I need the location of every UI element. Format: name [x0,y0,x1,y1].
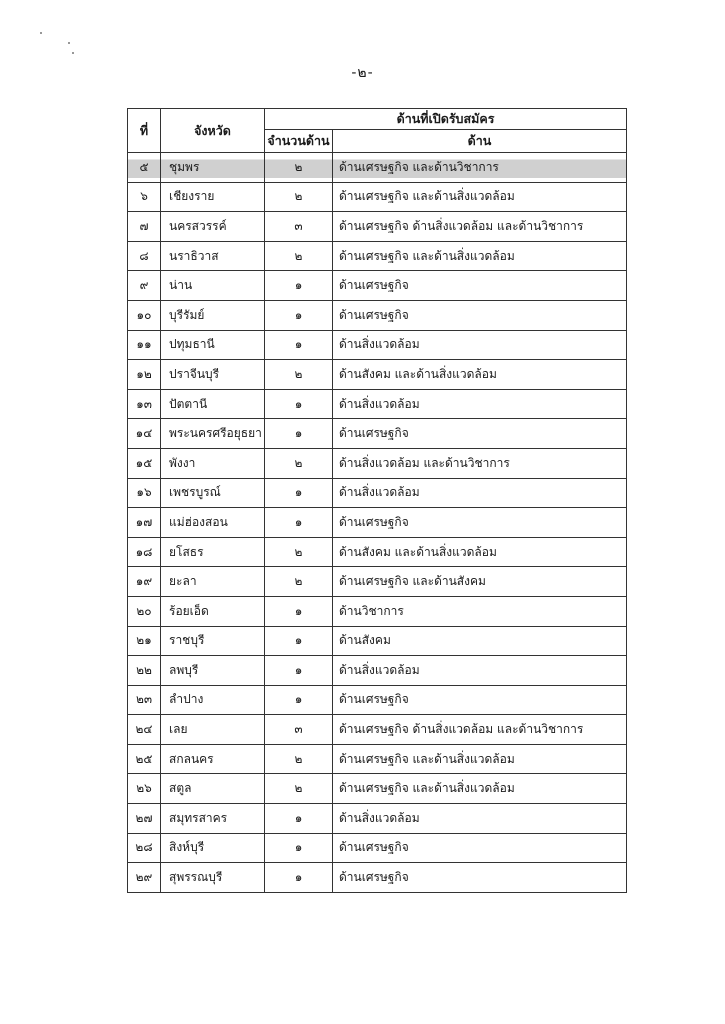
row-areas: ด้านเศรษฐกิจ และด้านสิ่งแวดล้อม [333,744,627,774]
row-areas: ด้านสิ่งแวดล้อม [333,330,627,360]
row-areas: ด้านเศรษฐกิจ และด้านสิ่งแวดล้อม [333,774,627,804]
row-number: ๗ [128,212,161,242]
scan-speck [68,42,70,44]
table-row [128,656,627,686]
row-areas: ด้านสิ่งแวดล้อม [333,389,627,419]
row-areas: ด้านสิ่งแวดล้อม [333,656,627,686]
row-areas: ด้านสิ่งแวดล้อม และด้านวิชาการ [333,448,627,478]
row-number: ๑๔ [128,419,161,449]
row-province: สตูล [161,774,265,804]
row-province: ยะลา [161,567,265,597]
row-count: ๑ [265,419,333,449]
row-areas: ด้านเศรษฐกิจ และด้านสิ่งแวดล้อม [333,241,627,271]
row-count: ๑ [265,478,333,508]
table-row [128,626,627,656]
table-row [128,419,627,449]
row-areas: ด้านสังคม และด้านสิ่งแวดล้อม [333,360,627,390]
row-count: ๒ [265,567,333,597]
row-count: ๑ [265,833,333,863]
row-province: ปัตตานี [161,389,265,419]
row-count: ๒ [265,360,333,390]
row-province: สกลนคร [161,744,265,774]
row-number: ๑๘ [128,537,161,567]
table-row [128,448,627,478]
row-number: ๒๕ [128,744,161,774]
row-areas: ด้านเศรษฐกิจ [333,685,627,715]
row-count: ๑ [265,863,333,893]
scan-speck [40,32,42,34]
row-province: น่าน [161,271,265,301]
row-count: ๓ [265,212,333,242]
row-province: สุพรรณบุรี [161,863,265,893]
row-province: ร้อยเอ็ด [161,596,265,626]
row-count: ๒ [265,182,333,212]
row-number: ๑๐ [128,300,161,330]
row-province: นครสวรรค์ [161,212,265,242]
row-number: ๒๐ [128,596,161,626]
table-row [128,863,627,893]
row-province: สมุทรสาคร [161,804,265,834]
header-areas: ด้าน [333,130,627,153]
scan-speck [72,52,74,54]
table-row [128,241,627,271]
row-number: ๑๕ [128,448,161,478]
table-row [128,360,627,390]
row-areas: ด้านเศรษฐกิจ [333,300,627,330]
row-province: ยโสธร [161,537,265,567]
row-count: ๑ [265,330,333,360]
row-province: สิงห์บุรี [161,833,265,863]
row-areas: ด้านเศรษฐกิจ และด้านวิชาการ [333,153,627,183]
table-row [128,833,627,863]
row-number: ๑๖ [128,478,161,508]
row-number: ๖ [128,182,161,212]
province-table [127,108,627,893]
table-row [128,330,627,360]
table-row [128,212,627,242]
row-areas: ด้านเศรษฐกิจ [333,863,627,893]
row-areas: ด้านวิชาการ [333,596,627,626]
header-province: จังหวัด [161,109,265,153]
row-province: ปราจีนบุรี [161,360,265,390]
row-count: ๑ [265,804,333,834]
table-row [128,537,627,567]
row-number: ๑๒ [128,360,161,390]
row-count: ๑ [265,685,333,715]
row-areas: ด้านสังคม และด้านสิ่งแวดล้อม [333,537,627,567]
table-row [128,478,627,508]
row-province: เพชรบูรณ์ [161,478,265,508]
table-row [128,774,627,804]
row-areas: ด้านเศรษฐกิจ [333,271,627,301]
table-row [128,182,627,212]
page-number: -๒- [351,65,374,81]
row-count: ๑ [265,508,333,538]
row-province: ลำปาง [161,685,265,715]
row-count: ๒ [265,153,333,183]
row-number: ๒๘ [128,833,161,863]
row-areas: ด้านเศรษฐกิจ [333,419,627,449]
row-province: ปทุมธานี [161,330,265,360]
row-province: ราชบุรี [161,626,265,656]
table-row [128,153,627,183]
row-areas: ด้านเศรษฐกิจ [333,508,627,538]
row-count: ๓ [265,715,333,745]
row-areas: ด้านเศรษฐกิจ และด้านสิ่งแวดล้อม [333,182,627,212]
row-number: ๑๗ [128,508,161,538]
row-areas: ด้านสิ่งแวดล้อม [333,478,627,508]
row-count: ๒ [265,744,333,774]
table-row [128,685,627,715]
row-count: ๑ [265,626,333,656]
row-province: เชียงราย [161,182,265,212]
row-province: เลย [161,715,265,745]
row-number: ๒๔ [128,715,161,745]
table-row [128,715,627,745]
row-number: ๑๙ [128,567,161,597]
row-count: ๑ [265,656,333,686]
row-count: ๒ [265,241,333,271]
row-number: ๙ [128,271,161,301]
header-open-areas: ด้านที่เปิดรับสมัคร [265,109,627,130]
row-number: ๒๖ [128,774,161,804]
table-row [128,567,627,597]
row-areas: ด้านสิ่งแวดล้อม [333,804,627,834]
row-number: ๒๒ [128,656,161,686]
table-body [128,153,627,893]
row-areas: ด้านเศรษฐกิจ และด้านสังคม [333,567,627,597]
row-number: ๒๗ [128,804,161,834]
row-province: นราธิวาส [161,241,265,271]
row-number: ๒๑ [128,626,161,656]
row-number: ๑๓ [128,389,161,419]
row-province: พังงา [161,448,265,478]
row-count: ๒ [265,448,333,478]
row-count: ๑ [265,271,333,301]
row-number: ๕ [128,153,161,183]
table-row [128,596,627,626]
row-count: ๑ [265,300,333,330]
table-row [128,804,627,834]
row-count: ๒ [265,774,333,804]
row-number: ๒๙ [128,863,161,893]
row-areas: ด้านเศรษฐกิจ ด้านสิ่งแวดล้อม และด้านวิชาการ [333,715,627,745]
row-province: พระนครศรีอยุธยา [161,419,265,449]
row-count: ๑ [265,596,333,626]
row-province: ชุมพร [161,153,265,183]
row-province: บุรีรัมย์ [161,300,265,330]
row-areas: ด้านสังคม [333,626,627,656]
row-number: ๒๓ [128,685,161,715]
row-count: ๒ [265,537,333,567]
table-row [128,300,627,330]
table-row [128,389,627,419]
row-count: ๑ [265,389,333,419]
row-province: แม่ฮ่องสอน [161,508,265,538]
header-count: จำนวนด้าน [265,130,333,153]
row-number: ๑๑ [128,330,161,360]
table-row [128,744,627,774]
header-no: ที่ [128,109,161,153]
table-row [128,508,627,538]
table-row [128,271,627,301]
row-areas: ด้านเศรษฐกิจ [333,833,627,863]
row-province: ลพบุรี [161,656,265,686]
row-areas: ด้านเศรษฐกิจ ด้านสิ่งแวดล้อม และด้านวิชาการ [333,212,627,242]
row-number: ๘ [128,241,161,271]
